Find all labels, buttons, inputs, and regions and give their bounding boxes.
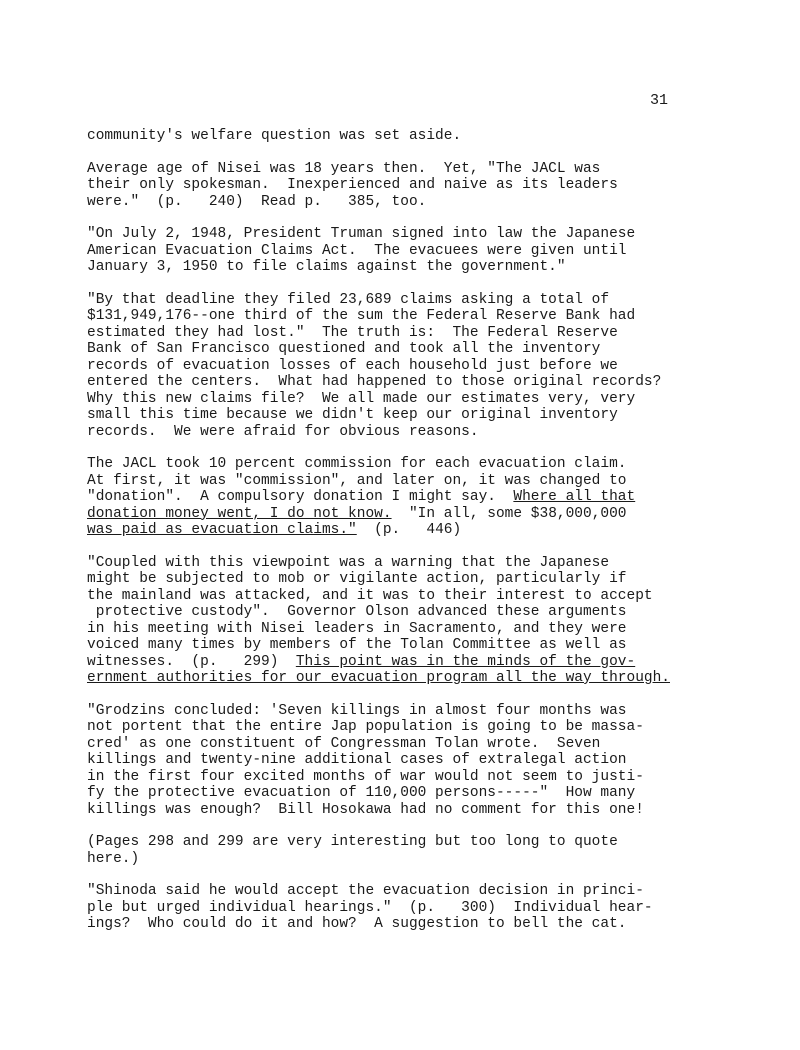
text-line: the mainland was attacked, and it was to their interest to accept [87, 587, 653, 604]
paragraph-nisei-age [87, 161, 777, 211]
text-line: here.) [87, 850, 140, 867]
paragraph-claims-act [87, 226, 777, 276]
paragraph-coupled-viewpoint [87, 555, 777, 687]
text-line: Average age of Nisei was 18 years then. Yet, "The JACL was [87, 160, 601, 177]
text-line: At first, it was "commission", and later on, it was changed to [87, 472, 627, 489]
text-line [87, 522, 777, 539]
text-line: "Coupled with this viewpoint was a warning that the Japanese [87, 554, 610, 571]
text-segment: "donation". A compulsory donation I might say. [87, 489, 514, 505]
text-line: in his meeting with Nisei leaders in Sacramento, and they were [87, 620, 627, 637]
text-line: records. We were afraid for obvious reasons. [87, 423, 479, 440]
text-line [87, 654, 777, 671]
text-segment: (p. 446) [356, 522, 462, 538]
underlined-text: This point was in the minds of the gov- [295, 653, 636, 670]
text-line: "On July 2, 1948, President Truman signed into law the Japanese [87, 226, 636, 242]
text-segment: witnesses. (p. 299) [87, 653, 296, 670]
underlined-text: Where all that [513, 489, 636, 505]
text-line: were." (p. 240) Read p. 385, too. [87, 193, 427, 210]
text-line: records of evacuation losses of each household just before we [87, 357, 618, 374]
text-line [87, 489, 777, 506]
paragraph-jacl-commission [87, 456, 777, 539]
page-number: 31 [650, 92, 669, 109]
text-line: January 3, 1950 to file claims against the government." [87, 259, 566, 275]
underlined-text: donation money went, I do not know. [87, 505, 392, 522]
text-line: "Grodzins concluded: 'Seven killings in almost four months was [87, 702, 627, 719]
text-line: entered the centers. What had happened to those original records? [87, 374, 662, 390]
text-line: ple but urged individual hearings." (p. 300) Individual hear- [87, 899, 653, 916]
paragraph-deadline-claims [87, 292, 777, 441]
text-line: ings? Who could do it and how? A suggestion to bell the cat. [87, 916, 627, 932]
text-line: not portent that the entire Jap population is going to be massa- [87, 719, 644, 735]
text-line: Why this new claims file? We all made our estimates very, very [87, 390, 636, 407]
text-line: (Pages 298 and 299 are very interesting but too long to quote [87, 834, 618, 850]
text-line: "By that deadline they filed 23,689 claims asking a total of [87, 291, 610, 308]
document-body [87, 128, 777, 949]
text-line: killings was enough? Bill Hosokawa had no comment for this one! [87, 801, 644, 818]
text-segment: "In all, some $38,000,000 [391, 505, 627, 522]
underlined-text: ernment authorities for our evacuation program all the way through. [87, 670, 670, 686]
text-line: small this time because we didn't keep our original inventory [87, 407, 618, 423]
text-line: The JACL took 10 percent commission for each evacuation claim. [87, 456, 627, 472]
text-line: in the first four excited months of war would not seem to justi- [87, 768, 644, 785]
text-line: killings and twenty-nine additional cases of extralegal action [87, 752, 627, 768]
paragraph-shinoda [87, 883, 777, 933]
text-line: American Evacuation Claims Act. The evacuees were given until [87, 242, 627, 259]
text-line [87, 506, 777, 523]
text-line: fy the protective evacuation of 110,000 persons-----" How many [87, 785, 636, 801]
underlined-text: was paid as evacuation claims." [87, 522, 357, 538]
text-line [87, 670, 777, 687]
paragraph-welfare [87, 128, 777, 145]
text-line: cred' as one constituent of Congressman Tolan wrote. Seven [87, 735, 601, 752]
paragraph-pages-note [87, 834, 777, 867]
text-line: Bank of San Francisco questioned and took all the inventory [87, 341, 601, 357]
text-line: voiced many times by members of the Tolan Committee as well as [87, 637, 627, 653]
text-line: protective custody". Governor Olson advanced these arguments [87, 604, 627, 620]
text-line: $131,949,176--one third of the sum the Federal Reserve Bank had [87, 308, 636, 324]
text-line: "Shinoda said he would accept the evacuation decision in princi- [87, 883, 644, 899]
text-line: might be subjected to mob or vigilante action, particularly if [87, 571, 627, 587]
text-line: their only spokesman. Inexperienced and naive as its leaders [87, 177, 618, 193]
paragraph-grodzins [87, 703, 777, 819]
text-line: community's welfare question was set aside. [87, 128, 462, 144]
text-line: estimated they had lost." The truth is: The Federal Reserve [87, 324, 618, 341]
